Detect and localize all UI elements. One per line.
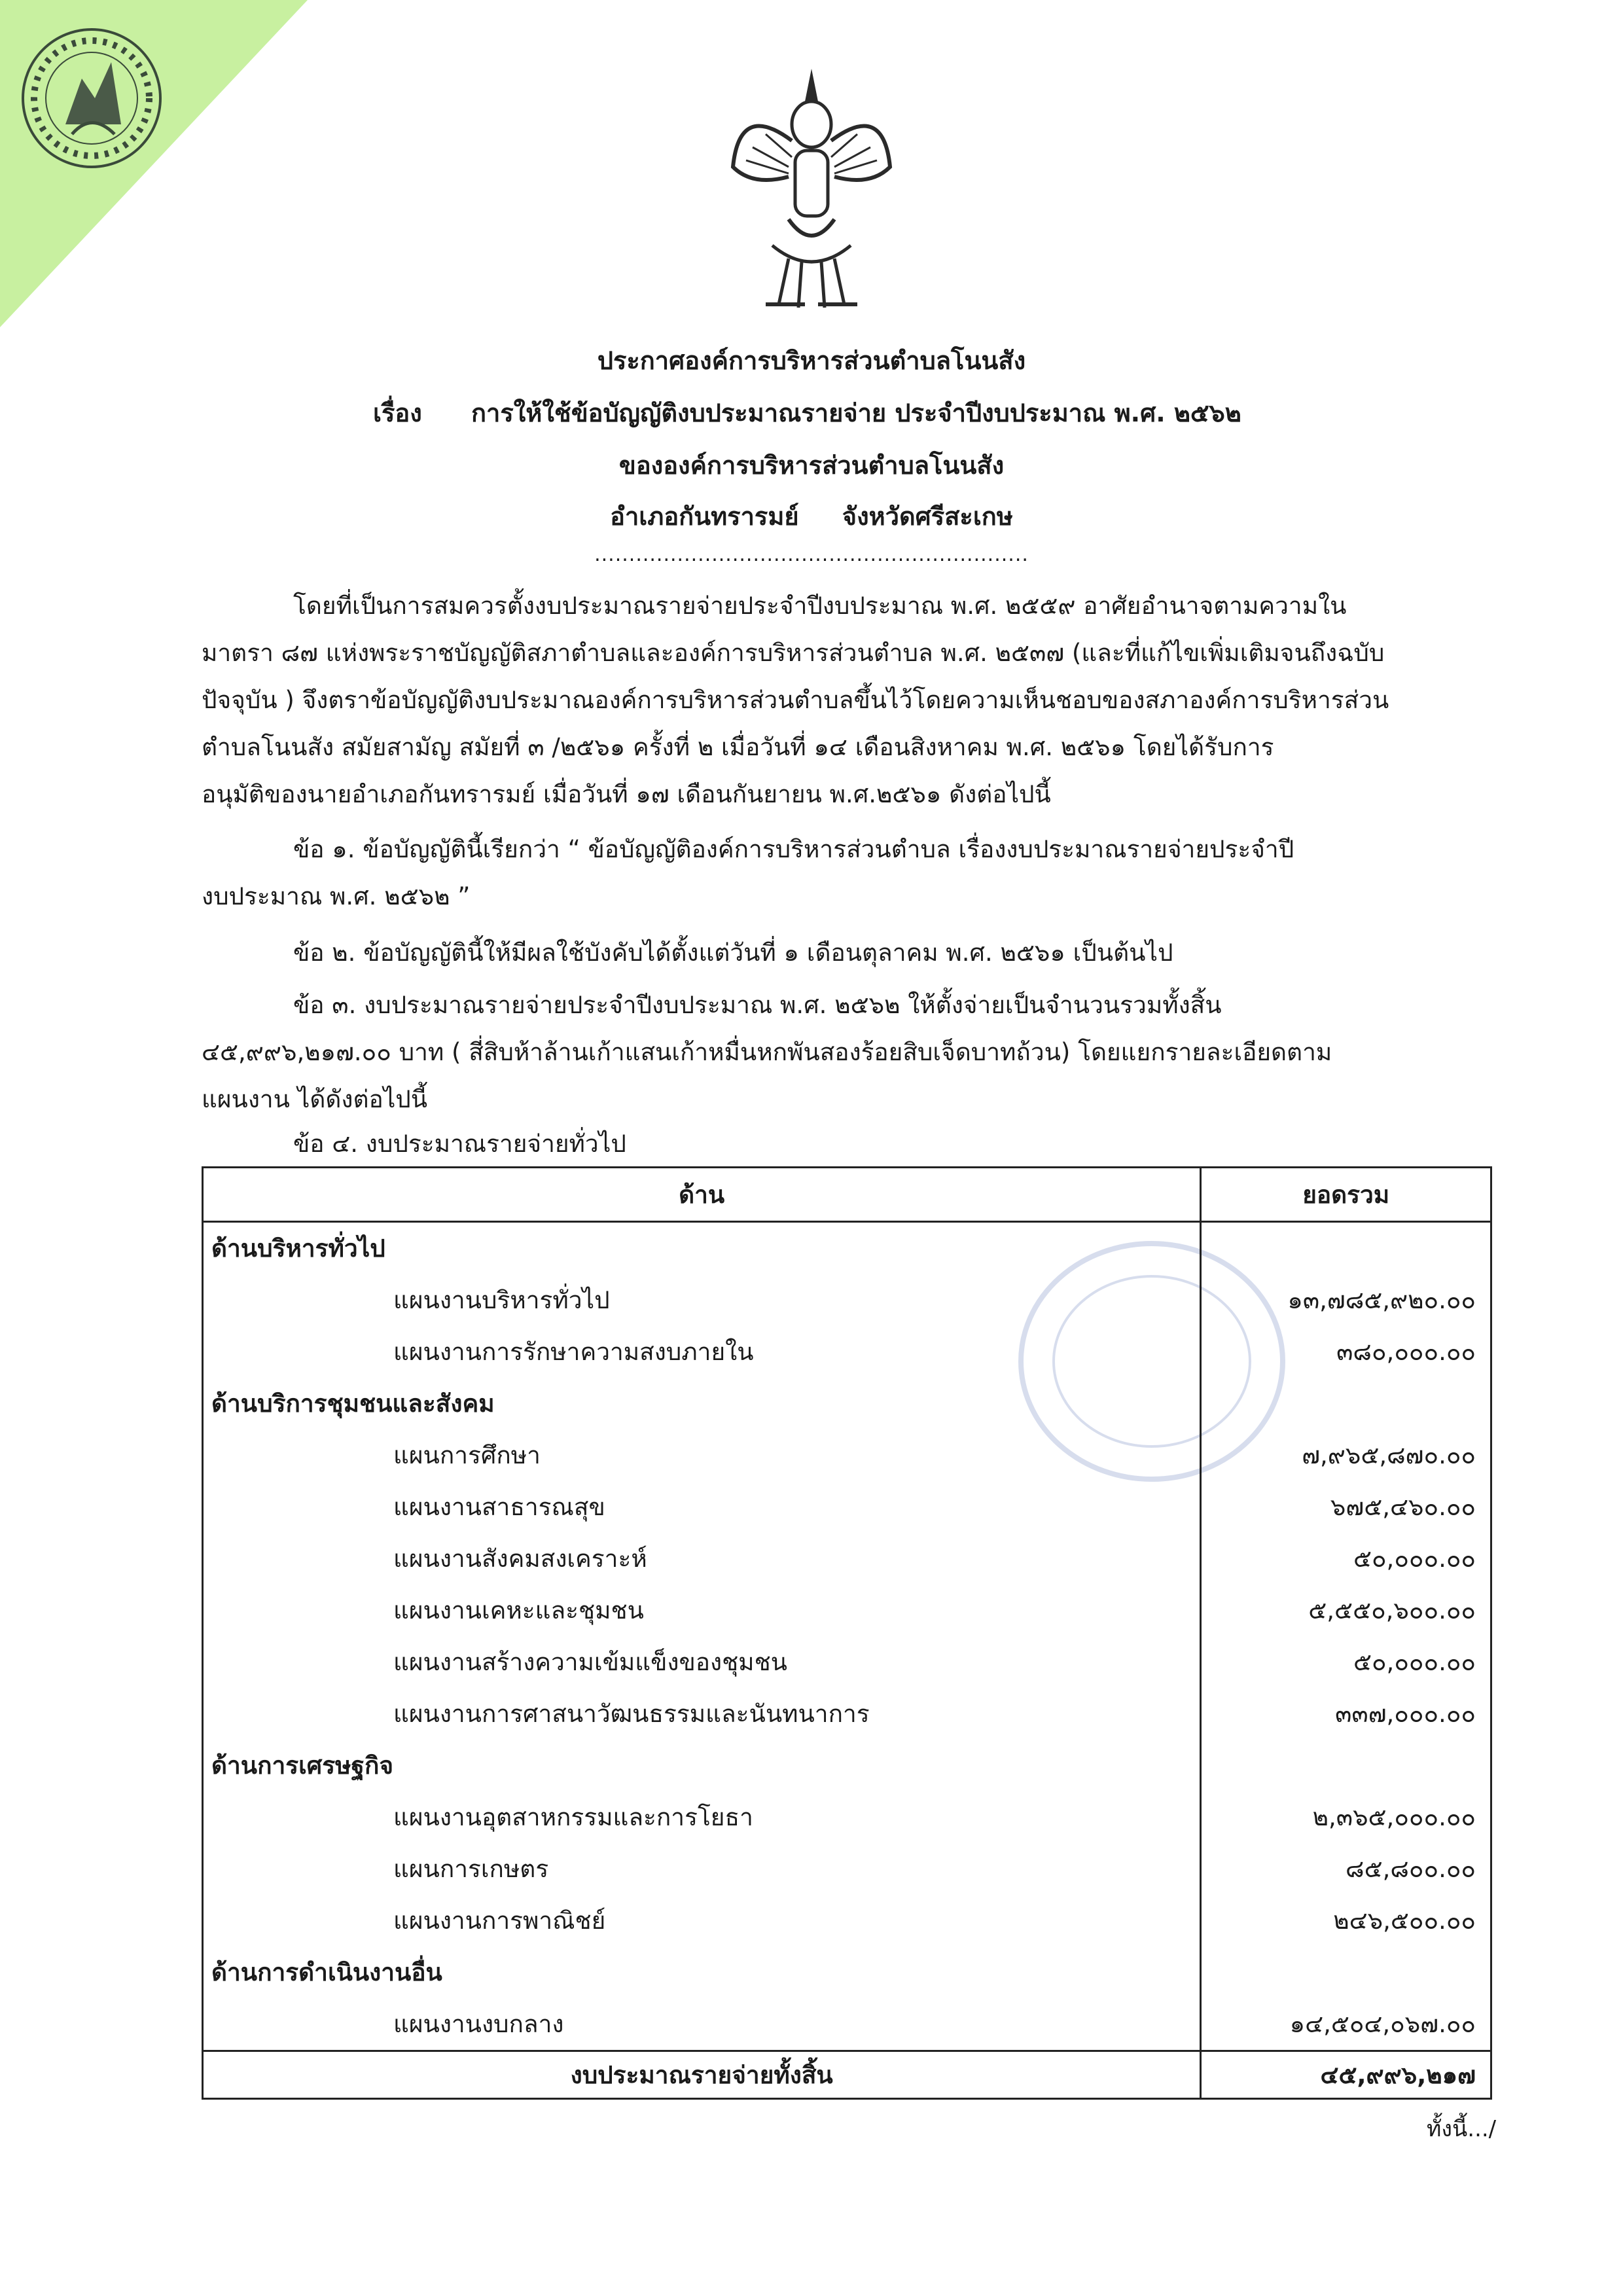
plan-amount: ๓๓๗,๐๐๐.๐๐ <box>1201 1688 1491 1740</box>
plan-amount: ๕๐,๐๐๐.๐๐ <box>1201 1533 1491 1585</box>
category-label: ด้านการเศรษฐกิจ <box>203 1740 1201 1791</box>
plan-label: แผนงานสร้างความเข้มแข็งของชุมชน <box>203 1636 1201 1688</box>
plan-amount <box>1201 1222 1491 1275</box>
plan-amount <box>1201 1740 1491 1791</box>
plan-label: แผนงานงบกลาง <box>203 1998 1201 2051</box>
plan-amount <box>1201 1946 1491 1998</box>
plan-label: แผนงานเคหะและชุมชน <box>203 1585 1201 1636</box>
table-total-row <box>203 2051 1491 2099</box>
category-label: ด้านบริการชุมชนและสังคม <box>203 1378 1201 1429</box>
table-row <box>203 1998 1491 2051</box>
plan-amount: ๒,๓๖๕,๐๐๐.๐๐ <box>1201 1791 1491 1843</box>
table-row <box>203 1533 1491 1585</box>
table-category-row <box>203 1946 1491 1998</box>
table-category-row <box>203 1222 1491 1275</box>
plan-amount: ๕๐,๐๐๐.๐๐ <box>1201 1636 1491 1688</box>
clause-1-line-2: งบประมาณ พ.ศ. ๒๕๖๒ ” <box>202 882 471 910</box>
plan-amount: ๕,๕๕๐,๖๐๐.๐๐ <box>1201 1585 1491 1636</box>
corner-seal-badge <box>0 0 308 327</box>
table-row <box>203 1688 1491 1740</box>
plan-amount: ๒๔๖,๕๐๐.๐๐ <box>1201 1895 1491 1946</box>
plan-amount: ๖๗๕,๔๖๐.๐๐ <box>1201 1481 1491 1533</box>
plan-label: แผนการศึกษา <box>203 1429 1201 1481</box>
clause-3-line-2: ๔๕,๙๙๖,๒๑๗.๐๐ บาท ( สี่สิบห้าล้านเก้าแสนเก้าหมื่นหกพันสองร้อยสิบเจ็ดบาทถ้วน) โดยแยกรายละเอียดตาม <box>202 1038 1332 1066</box>
budget-table <box>202 1166 1492 2100</box>
table-header-row <box>203 1168 1491 1222</box>
plan-amount: ๗,๙๖๕,๘๗๐.๐๐ <box>1201 1429 1491 1481</box>
table-category-row <box>203 1740 1491 1791</box>
table-row <box>203 1843 1491 1895</box>
plan-label: แผนการเกษตร <box>203 1843 1201 1895</box>
preamble-line-5: อนุมัติของนายอำเภอกันทรารมย์ เมื่อวันที่ ๑๗ เดือนกันยายน พ.ศ.๒๕๖๑ ดังต่อไปนี้ <box>202 780 1051 808</box>
plan-label: แผนงานสาธารณสุข <box>203 1481 1201 1533</box>
header-total: ยอดรวม <box>1201 1168 1491 1222</box>
table-row <box>203 1895 1491 1946</box>
clause-3-line-1: ข้อ ๓. งบประมาณรายจ่ายประจำปีงบประมาณ พ.ศ. ๒๕๖๒ ให้ตั้งจ่ายเป็นจำนวนรวมทั้งสิ้น <box>293 991 1222 1019</box>
org-line: ขององค์การบริหารส่วนตำบลโนนสัง <box>618 451 1005 480</box>
plan-label: แผนงานการศาสนาวัฒนธรรมและนันทนาการ <box>203 1688 1201 1740</box>
plan-label: แผนงานการรักษาความสงบภายใน <box>203 1326 1201 1378</box>
plan-amount: ๓๘๐,๐๐๐.๐๐ <box>1201 1326 1491 1378</box>
document-title: ประกาศองค์การบริหารส่วนตำบลโนนสัง <box>597 346 1026 375</box>
total-label: งบประมาณรายจ่ายทั้งสิ้น <box>203 2051 1201 2099</box>
preamble-line-4: ตำบลโนนสัง สมัยสามัญ สมัยที่ ๓ /๒๕๖๑ ครั้งที่ ๒ เมื่อวันที่ ๑๔ เดือนสิงหาคม พ.ศ. ๒๕๖๑ โดยได้รับการ <box>202 733 1274 761</box>
preamble-line-1: โดยที่เป็นการสมควรตั้งงบประมาณรายจ่ายประจำปีงบประมาณ พ.ศ. ๒๕๕๙ อาศัยอำนาจตามความใน <box>293 592 1347 620</box>
clause-4: ข้อ ๔. งบประมาณรายจ่ายทั่วไป <box>293 1130 626 1158</box>
location-line: อำเภอกันทรารมย์ จังหวัดศรีสะเกษ <box>610 502 1013 531</box>
garuda-emblem-icon <box>726 62 897 324</box>
table-row <box>203 1429 1491 1481</box>
preamble-line-3: ปัจจุบัน ) จึงตราข้อบัญญัติงบประมาณองค์การบริหารส่วนตำบลขึ้นไว้โดยความเห็นชอบของสภาองค์การบริหารส่วน <box>202 686 1389 714</box>
plan-amount: ๘๕,๘๐๐.๐๐ <box>1201 1843 1491 1895</box>
subject-text: การให้ใช้ข้อบัญญัติงบประมาณรายจ่าย ประจำปีงบประมาณ พ.ศ. ๒๕๖๒ <box>471 399 1241 427</box>
category-label: ด้านการดำเนินงานอื่น <box>203 1946 1201 1998</box>
clause-1-line-1: ข้อ ๑. ข้อบัญญัตินี้เรียกว่า “ ข้อบัญญัติองค์การบริหารส่วนตำบล เรื่องงบประมาณรายจ่ายประจำปี <box>293 835 1294 863</box>
plan-amount: ๑๓,๗๘๕,๙๒๐.๐๐ <box>1201 1274 1491 1326</box>
subject-label: เรื่อง <box>373 399 422 427</box>
plan-amount <box>1201 1378 1491 1429</box>
header-category: ด้าน <box>203 1168 1201 1222</box>
table-row <box>203 1326 1491 1378</box>
plan-amount: ๑๔,๕๐๔,๐๖๗.๐๐ <box>1201 1998 1491 2051</box>
table-row <box>203 1481 1491 1533</box>
table-category-row <box>203 1378 1491 1429</box>
plan-label: แผนงานอุตสาหกรรมและการโยธา <box>203 1791 1201 1843</box>
plan-label: แผนงานการพาณิชย์ <box>203 1895 1201 1946</box>
table-row <box>203 1791 1491 1843</box>
category-label: ด้านบริหารทั่วไป <box>203 1222 1201 1275</box>
table-row <box>203 1585 1491 1636</box>
preamble-line-2: มาตรา ๘๗ แห่งพระราชบัญญัติสภาตำบลและองค์การบริหารส่วนตำบล พ.ศ. ๒๕๓๗ (และที่แก้ไขเพิ่มเติมจนถึงฉบับ <box>202 639 1385 667</box>
table-row <box>203 1274 1491 1326</box>
table-row <box>203 1636 1491 1688</box>
clause-3-line-3: แผนงาน ได้ดังต่อไปนี้ <box>202 1085 428 1113</box>
total-amount: ๔๕,๙๙๖,๒๑๗ <box>1201 2051 1491 2099</box>
separator-dots: ............................................................... <box>594 543 1029 566</box>
plan-label: แผนงานบริหารทั่วไป <box>203 1274 1201 1326</box>
plan-label: แผนงานสังคมสงเคราะห์ <box>203 1533 1201 1585</box>
continue-marker: ทั้งนี้.../ <box>1427 2116 1497 2142</box>
clause-2: ข้อ ๒. ข้อบัญญัตินี้ให้มีผลใช้บังคับได้ตั้งแต่วันที่ ๑ เดือนตุลาคม พ.ศ. ๒๕๖๑ เป็นต้นไป <box>293 939 1173 967</box>
